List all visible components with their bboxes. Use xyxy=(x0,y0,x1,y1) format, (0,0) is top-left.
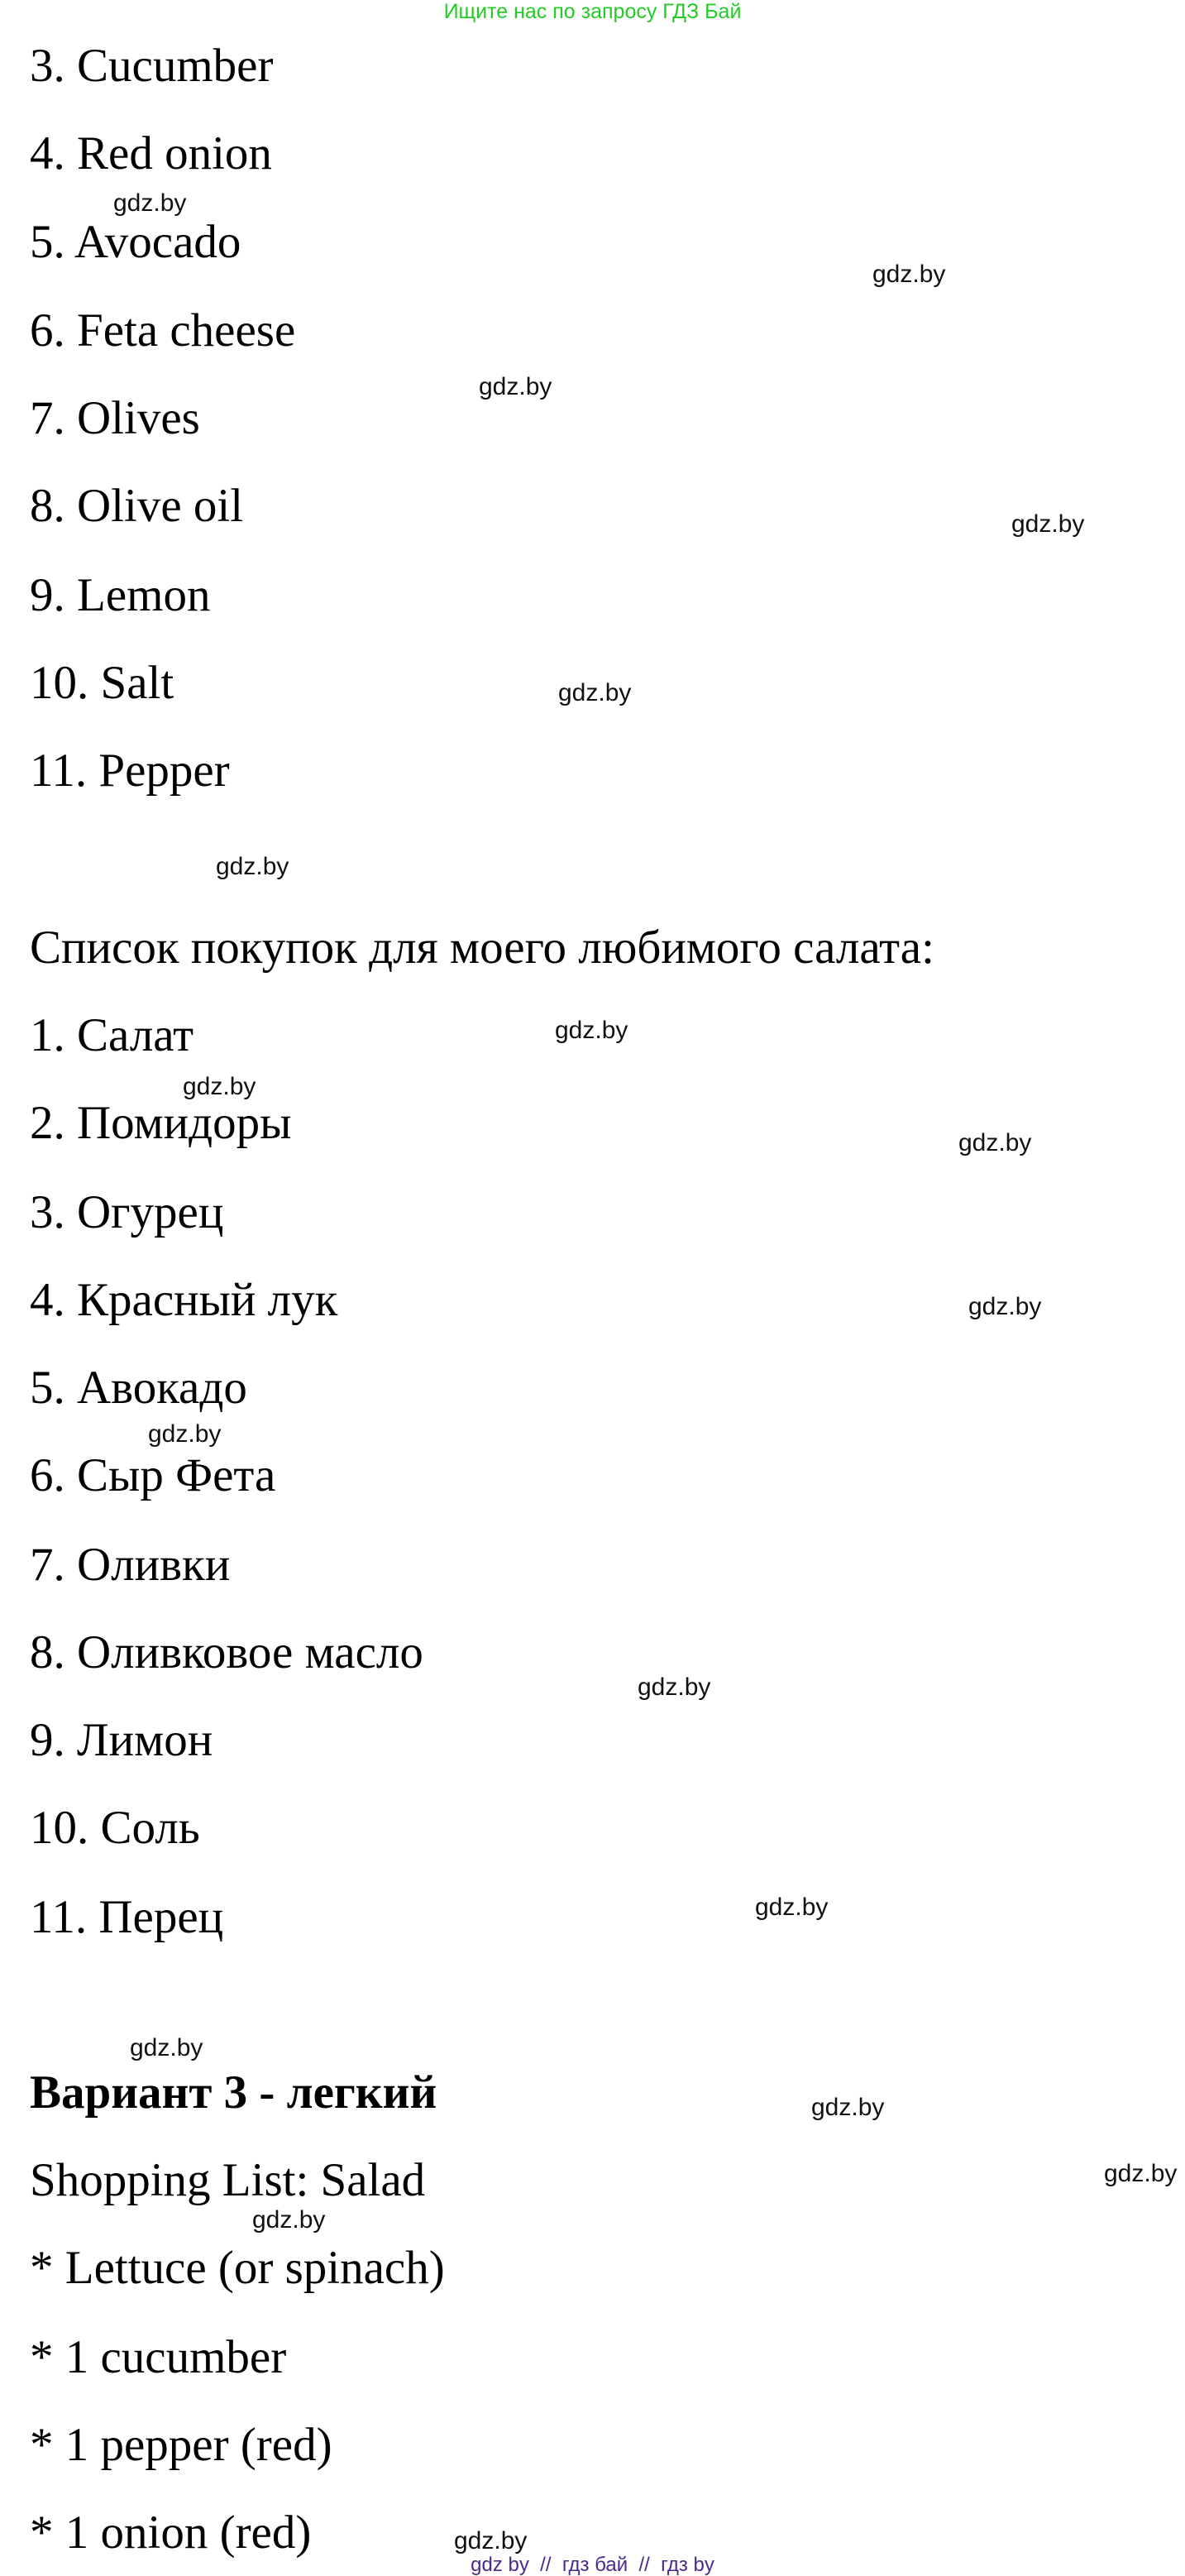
watermark: gdz.by xyxy=(968,1293,1042,1320)
list-item: 4. Red onion xyxy=(30,127,272,180)
list-item: 5. Авокадо xyxy=(30,1362,247,1414)
list-item: 5. Avocado xyxy=(30,216,241,268)
list-item: 6. Сыр Фета xyxy=(30,1449,276,1501)
list-item: 9. Lemon xyxy=(30,569,211,621)
list-item: * 1 cucumber xyxy=(30,2331,287,2383)
list-item: * 1 onion (red) xyxy=(30,2507,312,2559)
list-item: 3. Cucumber xyxy=(30,40,274,92)
watermark: gdz.by xyxy=(555,1017,628,1044)
list-item: * Lettuce (or spinach) xyxy=(30,2242,445,2294)
watermark: gdz.by xyxy=(1104,2160,1178,2187)
list-item: 10. Соль xyxy=(30,1802,200,1854)
list-item: 11. Перец xyxy=(30,1891,224,1943)
list-item: 3. Огурец xyxy=(30,1186,224,1238)
watermark: gdz.by xyxy=(755,1894,829,1921)
watermark: gdz.by xyxy=(872,261,946,288)
watermark: gdz.by xyxy=(113,189,187,217)
list-item: 8. Olive oil xyxy=(30,480,244,532)
watermark: gdz.by xyxy=(811,2094,885,2121)
watermark: gdz.by xyxy=(183,1073,256,1100)
list-item: 7. Оливки xyxy=(30,1539,231,1591)
watermark: gdz.by xyxy=(216,853,289,880)
list-item: 10. Salt xyxy=(30,657,174,709)
list-item: 1. Салат xyxy=(30,1009,194,1061)
watermark: gdz.by xyxy=(479,373,552,400)
list-item: 4. Красный лук xyxy=(30,1274,338,1326)
header-banner: Ищите нас по запросу ГДЗ Бай xyxy=(443,0,742,23)
watermark: gdz.by xyxy=(958,1129,1032,1156)
variant-heading: Вариант 3 - легкий xyxy=(30,2066,437,2119)
list-item: 6. Feta cheese xyxy=(30,304,296,357)
watermark: gdz.by xyxy=(1011,510,1085,538)
shopping-list-title: Shopping List: Salad xyxy=(30,2154,426,2206)
watermark: gdz.by xyxy=(558,679,632,706)
list-item: 11. Pepper xyxy=(30,745,230,797)
watermark: gdz.by xyxy=(252,2206,326,2234)
list-item: 9. Лимон xyxy=(30,1714,213,1766)
watermark: gdz.by xyxy=(148,1420,222,1448)
watermark: gdz.by xyxy=(638,1673,711,1701)
list-title: Список покупок для моего любимого салата: xyxy=(30,922,934,974)
list-item: 8. Оливковое масло xyxy=(30,1626,423,1678)
list-item: * 1 pepper (red) xyxy=(30,2419,332,2471)
list-item: 7. Olives xyxy=(30,392,200,444)
footer-links: gdz by // гдз бай // гдз by xyxy=(471,2554,714,2576)
watermark: gdz.by xyxy=(454,2527,528,2554)
watermark: gdz.by xyxy=(130,2034,203,2061)
list-item: 2. Помидоры xyxy=(30,1097,292,1149)
